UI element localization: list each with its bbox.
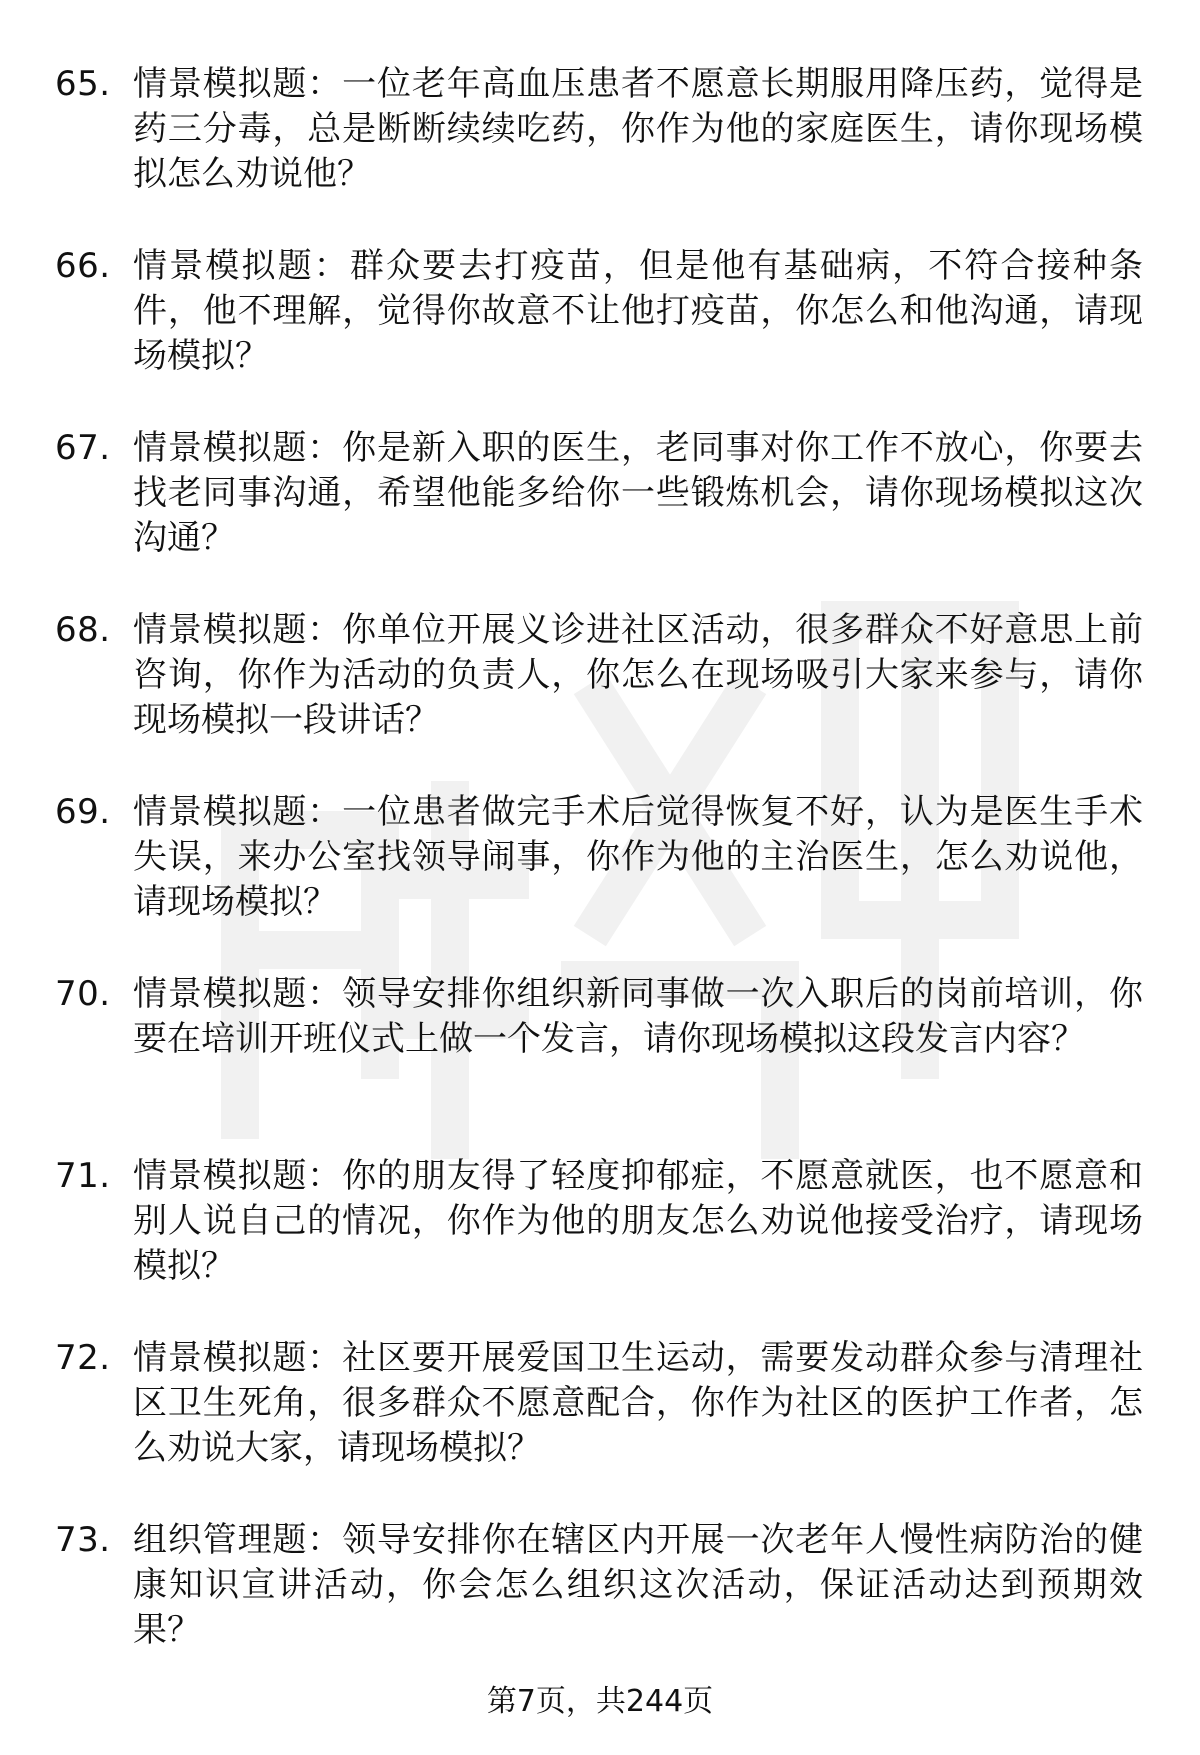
question-number: 69. — [55, 792, 111, 832]
question-text: 情景模拟题：社区要开展爱国卫生运动，需要发动群众参与清理社区卫生死角，很多群众不愿意配合，你作为社区的医护工作者，怎么劝说大家，请现场模拟？ — [133, 1338, 1143, 1468]
question-item — [0, 972, 1200, 1154]
page-footer: 第7页，共244页 — [486, 1684, 714, 1719]
question-text: 情景模拟题：你的朋友得了轻度抑郁症，不愿意就医，也不愿意和别人说自己的情况，你作为他的朋友怎么劝说他接受治疗，请现场模拟？ — [133, 1156, 1143, 1286]
question-number: 73. — [55, 1520, 111, 1560]
question-item — [0, 608, 1200, 790]
question-item — [0, 62, 1200, 244]
question-item — [0, 1336, 1200, 1518]
question-item — [0, 244, 1200, 426]
question-text: 情景模拟题：你是新入职的医生，老同事对你工作不放心，你要去找老同事沟通，希望他能多给你一些锻炼机会，请你现场模拟这次沟通？ — [133, 428, 1143, 558]
question-item — [0, 1518, 1200, 1700]
question-text: 情景模拟题：群众要去打疫苗，但是他有基础病，不符合接种条件，他不理解，觉得你故意不让他打疫苗，你怎么和他沟通，请现场模拟？ — [133, 246, 1143, 376]
question-text: 组织管理题：领导安排你在辖区内开展一次老年人慢性病防治的健康知识宣讲活动，你会怎么组织这次活动，保证活动达到预期效果？ — [133, 1520, 1143, 1650]
question-item — [0, 426, 1200, 608]
question-list — [0, 62, 1200, 1700]
question-text: 情景模拟题：你单位开展义诊进社区活动，很多群众不好意思上前咨询，你作为活动的负责人，你怎么在现场吸引大家来参与，请你现场模拟一段讲话？ — [133, 610, 1143, 740]
question-number: 68. — [55, 610, 111, 650]
question-number: 65. — [55, 64, 111, 104]
question-number: 66. — [55, 246, 111, 286]
question-text: 情景模拟题：一位患者做完手术后觉得恢复不好，认为是医生手术失误，来办公室找领导闹事，你作为他的主治医生，怎么劝说他，请现场模拟？ — [133, 792, 1143, 922]
question-number: 67. — [55, 428, 111, 468]
question-number: 70. — [55, 974, 111, 1014]
question-item — [0, 790, 1200, 972]
question-number: 71. — [55, 1156, 111, 1196]
question-text: 情景模拟题：一位老年高血压患者不愿意长期服用降压药，觉得是药三分毒，总是断断续续吃药，你作为他的家庭医生，请你现场模拟怎么劝说他？ — [133, 64, 1143, 194]
question-text: 情景模拟题：领导安排你组织新同事做一次入职后的岗前培训，你要在培训开班仪式上做一个发言，请你现场模拟这段发言内容？ — [133, 974, 1143, 1059]
question-number: 72. — [55, 1338, 111, 1378]
question-item — [0, 1154, 1200, 1336]
